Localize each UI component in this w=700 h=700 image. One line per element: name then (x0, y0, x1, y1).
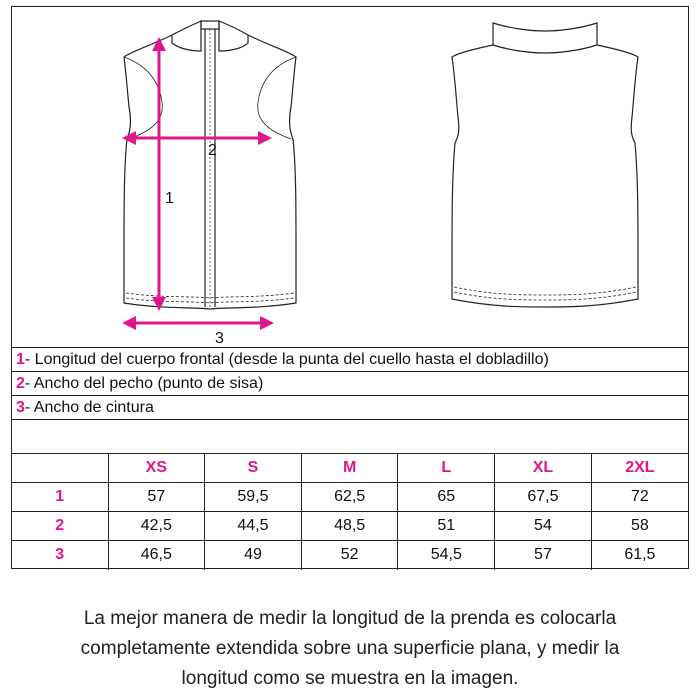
table-row (12, 512, 688, 541)
table-corner-cell (12, 454, 108, 483)
table-cell: 52 (301, 541, 398, 570)
table-cell: 57 (108, 483, 205, 512)
size-header: M (301, 454, 398, 483)
table-cell: 48,5 (301, 512, 398, 541)
row-label: 2 (12, 512, 108, 541)
table-cell: 54,5 (398, 541, 495, 570)
size-header-row (12, 454, 688, 483)
table-cell: 67,5 (495, 483, 592, 512)
note-line: completamente extendida sobre una superficie plana, y medir la (80, 638, 620, 659)
legend-text: - Longitud del cuerpo frontal (desde la punta del cuello hasta el dobladillo) (24, 351, 549, 368)
table-row (12, 541, 688, 570)
measurement-note (0, 604, 700, 694)
table-cell: 65 (398, 483, 495, 512)
size-header: XS (108, 454, 205, 483)
table-cell: 57 (495, 541, 592, 570)
size-chart-sheet (11, 6, 689, 569)
table-cell: 62,5 (301, 483, 398, 512)
size-header: L (398, 454, 495, 483)
note-line: La mejor manera de medir la longitud de la prenda es colocarla (83, 608, 617, 629)
measure-label-2: 2 (208, 142, 217, 159)
legend-row-1 (12, 347, 688, 371)
table-row (12, 483, 688, 512)
legend-number: 2 (16, 375, 25, 392)
size-header: S (205, 454, 302, 483)
table-cell: 54 (495, 512, 592, 541)
table-cell: 59,5 (205, 483, 302, 512)
vest-diagram (12, 7, 688, 347)
table-cell: 72 (591, 483, 688, 512)
legend-number: 3 (16, 399, 25, 416)
table-cell: 44,5 (205, 512, 302, 541)
spacer-row (12, 419, 688, 453)
size-header: 2XL (591, 454, 688, 483)
legend-text: - Ancho de cintura (24, 399, 154, 416)
measure-label-3: 3 (215, 330, 224, 347)
table-cell: 58 (591, 512, 688, 541)
size-table (12, 453, 688, 570)
legend-row-2 (12, 371, 688, 395)
table-cell: 61,5 (591, 541, 688, 570)
table-cell: 51 (398, 512, 495, 541)
table-cell: 46,5 (108, 541, 205, 570)
table-cell: 42,5 (108, 512, 205, 541)
vest-back-drawing (452, 23, 638, 307)
measure-arrows (122, 37, 274, 330)
legend-number: 1 (16, 351, 25, 368)
note-line: longitud como se muestra en la imagen. (181, 668, 519, 689)
row-label: 3 (12, 541, 108, 570)
size-header: XL (495, 454, 592, 483)
measure-label-1: 1 (165, 190, 174, 207)
legend-row-3 (12, 395, 688, 419)
table-cell: 49 (205, 541, 302, 570)
row-label: 1 (12, 483, 108, 512)
vest-front-drawing (124, 21, 296, 309)
legend-text: - Ancho del pecho (punto de sisa) (24, 375, 264, 392)
